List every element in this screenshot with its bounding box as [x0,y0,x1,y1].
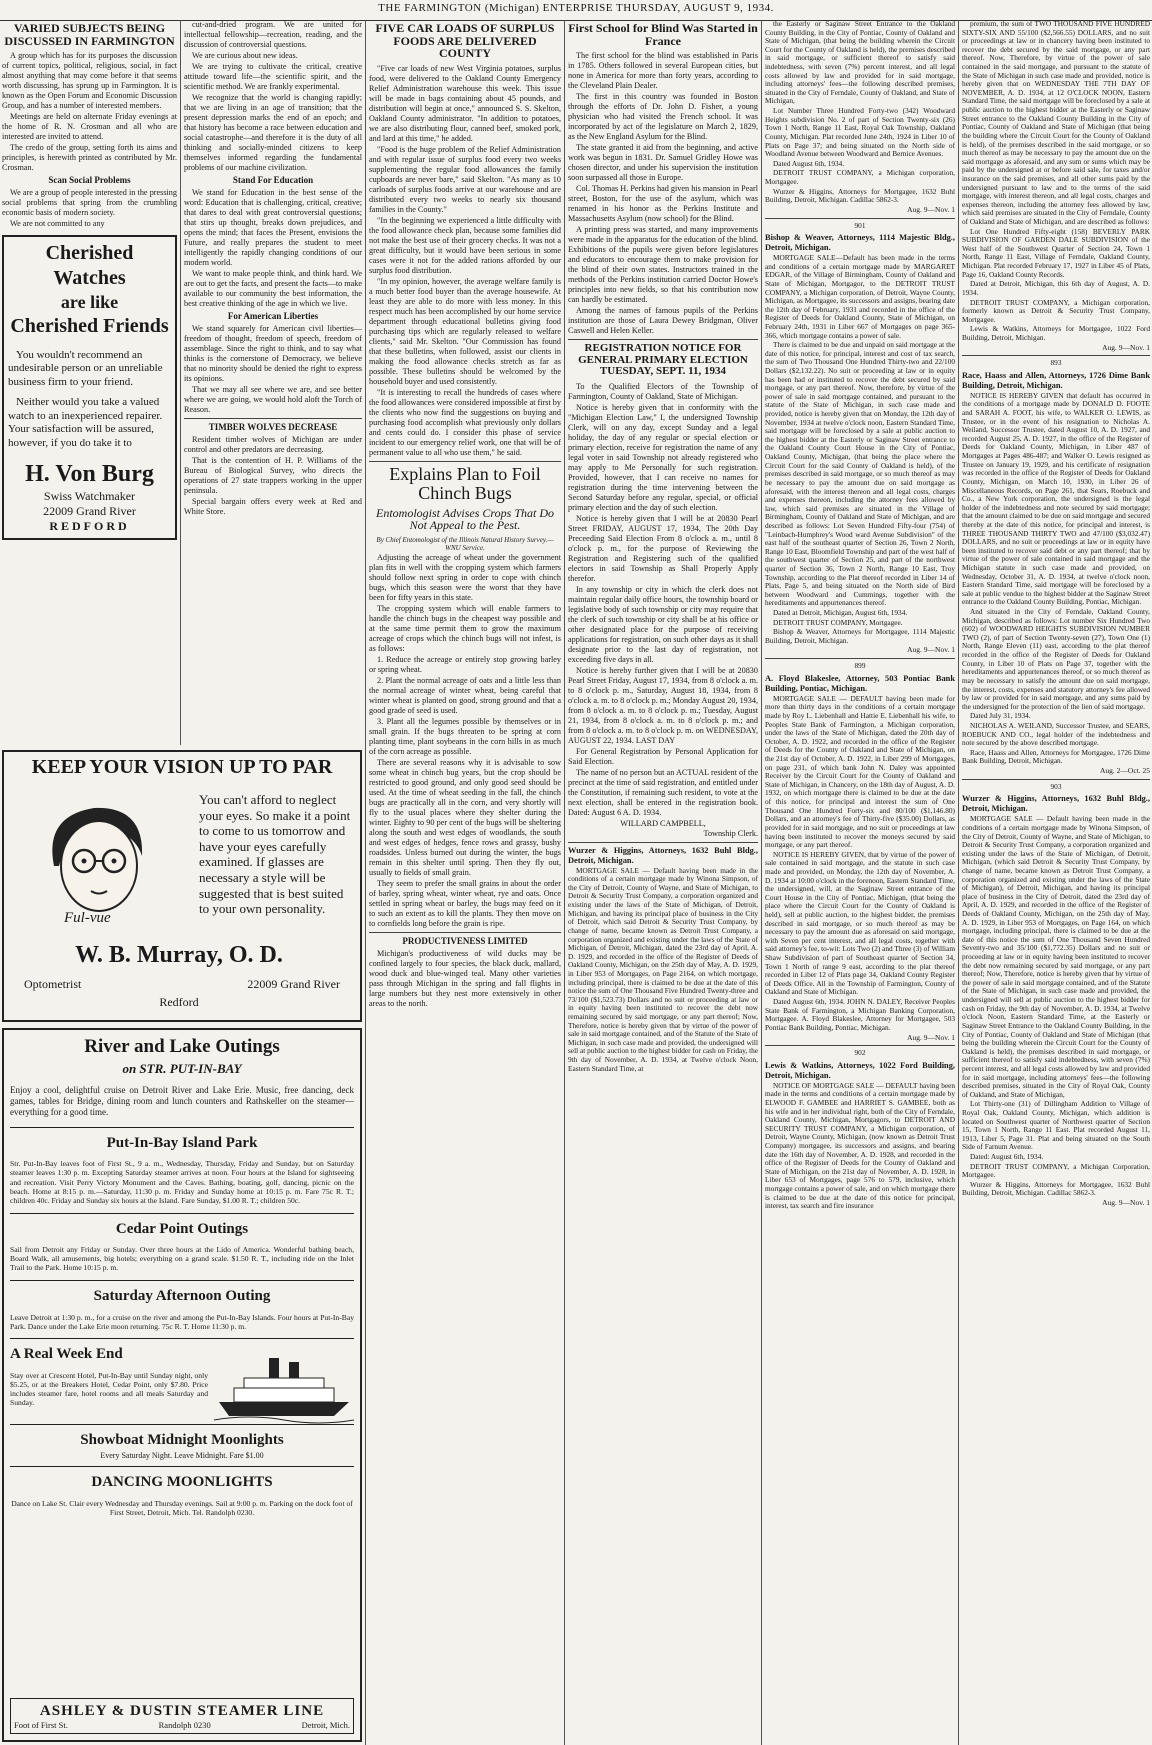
ad-body: Str. Put-In-Bay leaves foot of First St., 9 a. m., Wednesday, Thursday, Friday and Sunday, but on Saturday steamer leaves 1:30 p. m. Excepting Saturday steamer arrives at noon. Four hours at the Island for sightseeing and recreation. Visit Perry Victory Monument and the Caves. Bathing, boating, golf, dancing, picnic on the beach. Home at 8:15 p. m.—Saturday, 11:30 p. m. Friday and Sunday home at 10:15 p. m. Fare 75c R. T.; children 40c. Friday and Sunday six hours at the Island. Fare Sunday, $1.00 R. T.; children 50c. [10,1159,354,1205]
subhead: For American Liberties [227,310,319,321]
notice-paragraph: To the Qualified Electors of the Township of Farmington, County of Oakland, State of Michigan. [568,381,758,401]
legal-notice-body: DETROIT TRUST COMPANY, Mortgagee. [773,617,903,627]
subheadline: Entomologist Advises Crops That Do Not Appeal to the Pest. [375,505,554,533]
column-divider [564,20,565,1745]
publication-dates: Aug. 9—Nov. 1 [1102,1198,1150,1208]
divider [184,418,362,419]
byline: By Chief Entomologist of the Illinois Natural History Survey.—WNU Service. [376,535,554,553]
headline-school-for-blind: First School for Blind Was Started in France [568,21,758,48]
ad-body: Dance on Lake St. Clair every Wednesday and Thursday evenings. Sail at 9:00 p. m. Parking on the dock foot of First Street, Detroit, Mich. Tel. Randolph 0230. [11,1498,353,1517]
article-paragraph: They seem to prefer the small grains in about the order of barley, spring wheat, winter wheat, rye and oats. Once settled in spring wheat or barley, the bugs may feed on it to such an extent as to kill the plants. They then move on to cornfields long before the grain is ripe. [369,878,561,928]
ad-section-heading: Put-In-Bay Island Park [106,1134,258,1151]
article-paragraph: "In the beginning we experienced a little difficulty with the food allowance check plan, because some families did not make the best use of their grocery checks. It was not a great difficulty, but it would have been serious in some cases were it not for the added rations afforded by our surplus food distribution. [369,215,561,275]
subhead: TIMBER WOLVES DECREASE [208,421,338,432]
legal-notice-body: Race, Haass and Allen, Attorneys for Mortgagee, 1726 Dime Bank Building, Detroit, Michigan. [962,747,1150,766]
ad-city: Redford [159,995,199,1009]
legal-notice-body: Wurzer & Higgins, Attorneys for Mortgagee, 1632 Buhl Building, Detroit, Michigan. Cadillac 5862-3. [765,186,955,205]
column-6 [962,20,1150,1742]
article-paragraph: We stand for Education in the best sense of the word: Education that is challenging, critical, creative; that dares to deal with great controversial questions; that stirs up thought, breaks down prejudices, and opens the mind; that faces the Present, envisions the Future, and really prepares the student to meet intelligently the rapidly changing conditions of our modern world. [184,187,362,267]
ad-city: REDFORD [49,518,130,533]
article-paragraph: Meetings are held on alternate Friday evenings at the home of R. N. Crosman and all who are interested are invited to attend. [2,112,177,142]
headline-registration-notice: REGISTRATION NOTICE FOR GENERAL PRIMARY ELECTION TUESDAY, SEPT. 11, 1934 [578,342,748,378]
article-paragraph: There are several reasons why it is advisable to sow some wheat in chinch bug years, but the crop should be restricted to good ground, and only good seed should be used. At the time of wheat seeding in the fall, the chinch bugs are practically all in the corn, and very shortly will fly to the usual places where they shelter during the winter. Eighty to 90 per cent of the bugs will be sheltering along the south and west edges of woodlands, the south and west edges of hedges, fence rows and grassy, bushy roadsides. Unless burned out during the winter, the bugs remain in this shelter until spring. Then they fly out, usually to fields of small grain. [369,757,561,877]
legal-notice-body: Dated at Detroit, Michigan, this 6th day of August, A. D. 1934. [962,279,1150,297]
legal-notice-body: Dated at Detroit, Michigan, August 6th, 1934. [773,608,908,618]
subhead: Stand For Education [232,175,314,185]
masthead: THE FARMINGTON (Michigan) ENTERPRISE THURSDAY, AUGUST 9, 1934. [0,0,1152,21]
legal-notice-body: NICHOLAS A. WEILAND, Successor Trustee, and SEARS, ROEBUCK AND CO., legal holder of the indebtedness and note secured by the above described mortgage. [962,720,1150,748]
article-paragraph: cut-and-dried program. We are united for intellectual fellowship—recreation, reading, and the discussion of controversial questions. [184,20,362,49]
ad-section-heading: Saturday Afternoon Outing [93,1288,271,1305]
legal-notice-body: Dated: August 6th, 1934. [970,1152,1044,1162]
legal-notice-heading: Bishop & Weaver, Attorneys, 1114 Majestic Bldg., Detroit, Michigan. [765,233,955,253]
divider [765,1045,955,1046]
divider [369,932,561,933]
article-paragraph: Michigan's productiveness of wild ducks may be confined largely to four species, the black duck, mallard, wood duck and blue-winged teal. Many other varieties pass through Michigan in the spring and fall flights in large numbers but they nest more extensively in other areas to the north. [369,948,561,1008]
signature: WILLARD CAMPBELL, [620,818,706,828]
article-paragraph: We are not committed to any [10,219,105,229]
ad-headline: Cherished Watches [45,242,134,290]
brand-logo: Ful-vue [64,910,111,926]
divider [369,461,561,462]
article-paragraph: "In my opinion, however, the average welfare family is a much better food buyer than the average housewife. At least they are able to do more with less money. In this respect much has been accomplished by our home service department through educational bulletins giving food purchasing tips which are regularly released to welfare clients," said Mr. Skelton. "Our Commission has found that these bulletins, when followed, assist our clients in making the food allowance checks stretch as far as possible. These bulletins should be welcomed by the household buyer and used consistently. [369,276,561,386]
ad-address: 22009 Grand River [247,977,340,991]
article-paragraph: "It is interesting to recall the hundreds of cases where the food allowances were considered impossible at first by the clients who now find the suggestions on buying and purchasing food accomplish what previously only dollars and cents could do. I consider this phase of service incident to our emergency relief work, one that will be of permanent value to all who use them," he said. [369,387,561,457]
ad-address: Foot of First St. [14,1719,68,1730]
ad-business-name: W. B. Murray, O. D. [75,942,283,968]
notice-number: 902 [854,1048,866,1058]
legal-notice-body: Dated July 31, 1934. [970,711,1031,721]
notice-number: 903 [1050,781,1062,791]
headline-surplus-foods: FIVE CAR LOADS OF SURPLUS FOODS ARE DELIVERED COUNTY [375,21,555,61]
notice-paragraph: For General Registration by Personal Application for Said Election. [568,746,758,766]
ad-body: Sail from Detroit any Friday or Sunday. Over three hours at the Lido of America. Wonderful bathing beach, Board Walk, all amusements, big hotels; everything on a grand scale. $1.50 R. T., including ride on the Inlet Trail to the Park. Home 10:15 p. m. [10,1245,354,1273]
notice-paragraph: Notice is hereby further given that I will be at 20830 Pearl Street Friday, August 17, 1934, from 8 o'clock a. m. to 8 o'clock p. m., Saturday, August 18, 1934, from 8 o'clock a. m. to 8 o'clock p. m.; Monday August 20, 1934, from 8 o'clock a. m. to 8 o'clock p. m.; Tuesday, August 21, 1934, from 8 o'clock a. m. to 8 o'clock p. m.; and from 8 o'clock a. m. to 8 o'clock p. m. on WEDNESDAY, AUGUST 22, 1934. LAST DAY [568,665,758,745]
ad-section-heading: Showboat Midnight Moonlights [80,1432,284,1449]
subhead: PRODUCTIVENESS LIMITED [402,935,528,946]
legal-notice-body: the Easterly or Saginaw Street Entrance to the Oakland County Building, in the City of Pontiac, County of Oakland and State of Michigan, (that being the building wherein the Circuit Court for the County of Oakland is held), the premises described in said mortgage, or sufficient thereof to satisfy said indebtedness, with seven (7%) percent interest, and all legal costs allowed by law and provided for in said mortgage, including attorneys' fees—the following described premises, situated in the City of Ferndale, County of Oakland, and State of Michigan, [765,20,955,106]
divider [568,339,758,340]
legal-notice-body: MORTGAGE SALE—Default has been made in the terms and conditions of a certain mortgage made by MARGARET EDGAR, of the Village of Birmingham, County of Oakland and State of Michigan, Mortgagor, to the DETROIT TRUST COMPANY, a Michigan corporation, of Detroit, Wayne County, Michigan, as Mortgagee, its successors and assigns, bearing date the 12th day of February, 1931 and recorded in the office of the Register of Deeds for Oakland County, State of Michigan, on February 24th, 1931 in Liber 667 of Mortgages on page 365-366, which mortgage contains a power of sale. [765,253,955,340]
woman-with-glasses-illustration [24,796,174,916]
article-paragraph: We stand squarely for American civil liberties—freedom of thought, freedom of speech, freedom of assemblage. Since the right to think, and to say what thinks is the cornerstone of Democracy, we believe that no minority should be denied the right to express its opinions. [184,323,362,383]
article-paragraph: Resident timber wolves of Michigan are under control and other predators are decreasing. [184,434,362,454]
legal-notice-body: Lot Number Three Hundred Forty-two (342) Woodward Heights subdivision No. 2 of part of Section Twenty-six (26) Town 1 North, Range 11 East, Royal Oak Township, Oakland County, Michigan. Plat recorded June 24th, 1924 in Liber 10 of Plats on Page 37; and being situated on the North side of Woodland Avenue between Woodward and Bernice Avenues. [765,106,955,159]
article-paragraph: 2. Plant the normal acreage of oats and a little less than the normal acreage of winter wheat, being careful that winter wheat is planted on good, strong ground and that a good grade of seed is used. [369,675,561,715]
divider [10,1466,354,1467]
legal-notice-heading: Lewis & Watkins, Attorneys, 1022 Ford Building, Detroit, Michigan. [765,1060,955,1080]
publication-dates: Aug. 2—Oct. 25 [1100,766,1150,776]
column-divider [761,20,762,1745]
optometrist-ad [2,750,362,1022]
steamship-illustration [214,1344,354,1424]
ad-headline: River and Lake Outings [84,1036,280,1057]
ad-section-heading: DANCING MOONLIGHTS [91,1474,273,1491]
ad-city: Detroit, Mich. [301,1719,350,1730]
ad-body: You can't afford to neglect your eyes. So make it a point to come to us tomorrow and have your eyes carefully examined. If glasses are necessary a style will be suggested that is best suited to your own personality. [199,792,351,917]
column-divider [180,20,181,745]
article-paragraph: The credo of the group, setting forth its aims and principles, is herewith printed as contributed by Mr. Crosman. [2,143,177,173]
article-paragraph: A group which has for its purposes the discussion of current topics, political, religious, social, in fact almost anything that may come before it that seems worth discussing, has sprung up in Farmington. It is known as the Open Forum and Economic Discussion Group, and has a number of interested members. [2,51,177,111]
ad-headline: Cherished Friends [10,314,169,337]
divider [765,658,955,659]
article-paragraph: That is the contention of H. P. Williams of the Bureau of Biological Survey, who directs the operations of 27 state trappers working in the upper peninsula. [184,455,362,495]
headline-varied-subjects: VARIED SUBJECTS BEING DISCUSSED IN FARMINGTON [4,21,175,48]
article-paragraph: "Food is the huge problem of the Relief Administration and with regular issue of surplus food every two weeks supplementing the regular food allowances the family cupboards are never bare," said Skelton. "As many as 10 carloads of surplus foods arrive at our warehouse and are distributed every two weeks to nearly six thousand families in the County." [369,144,561,214]
divider [10,1127,354,1128]
article-paragraph: We are curious about new ideas. [192,51,298,60]
ad-title: Optometrist [24,977,82,991]
divider [568,842,758,843]
divider [10,1338,354,1339]
divider [962,355,1150,356]
article-paragraph: Special bargain offers every week at Red and White Store. [184,496,362,516]
ad-address: 22009 Grand River [43,503,136,518]
article-paragraph: That we may all see where we are, and see better where we are going, we would hold aloft the Torch of Reason. [184,384,362,414]
ad-body: Leave Detroit at 1:30 p. m., for a cruise on the river and among the Put-In-Bay Islands. Four hours at Put-In-Bay Park. Dance under the Lake Erie moon returning. 75c R. T. Home 11:30 p. m. [10,1312,354,1331]
column-4 [568,20,758,1742]
article-paragraph: We are a group of people interested in the pressing social problems that spring from the crumbling economic basis of modern society. [2,188,177,218]
ad-body: Enjoy a cool, delightful cruise on Detroit River and Lake Erie. Music, free dancing, deck games, tables for Bridge, dining room and lunch counters and Rathskeller on the steamer—everything for a good time. [10,1085,354,1117]
legal-notice-body: MORTGAGE SALE — Default having been made in the conditions of a certain mortgage made by Winona Simpson, of the City of Detroit, County of Wayne, and State of Michigan, to Detroit & Security Trust Company, a corporation organized and existing under the laws of the State of Michigan, of Detroit, Michigan, (which said Detroit & Security Trust Company, by change of name, became known as Detroit Trust Company, a corporation organized and existing under the laws of the State of Michigan), of Detroit, Michigan, and having its principal place of business in the City of Detroit, dated the 23rd day of April, A. D. 1929, and recorded in the office of the Register of Deeds of Oakland County, Michigan, on the 25th day of May, A. D. 1929, in Liber 953 of Mortgages, on Page 164, on which mortgage, including principal, there is claimed to be due at the date of this notice the sum of One Thousand Seven Hundred Seventy-two and 35/100 ($1,772.35) Dollars and no suit or proceeding at law or in equity having been instituted to recover the debt now remaining secured by said mortgage, or any part thereof; Now, Therefore, notice is hereby given that by virtue of the power of sale in said mortgage contained, and of the Statute of the State of Michigan, in such case made and provided, the undersigned will sell at public auction to the highest bidder for cash on Friday, the 9th day of November, A. D. 1934, at Twelve o'clock Noon, Eastern Standard Time, at the Easterly or Saginaw Street Entrance to the Oakland County Building, in the City of Pontiac, County of Oakland and State of Michigan (that being the building wherein the Circuit Court for the County of Oakland is held), the premises described in said mortgage, or sufficient thereof to satisfy said indebtedness, with seven (7%) percent interest, and all legal costs allowed by law and provided for in said mortgage, including attorneys' fees—the following described premises, situated in the City of Royal Oak, County of Oakland, and State of Michigan, [962,814,1150,1099]
legal-notice-body: NOTICE OF MORTGAGE SALE — DEFAULT having been made in the terms and conditions of a certain mortgage made by ELWOOD F. GAMBEE and HARRIET S. GAMBEE, both as his wife and in her individual right, both of the City of Ferndale, Oakland County, Michigan, Mortgagors, to DETROIT AND SECURITY TRUST COMPANY, a Michigan corporation, of Detroit, Wayne County, Michigan, (now known as Detroit Trust Company) mortgagee, its successors and assigns, and bearing date the 16th day of November, A. D. 1928, and recorded in the office of the Register of Deeds for the County of Oakland and State of Michigan, on the 21st day of November, A. D. 1928, in Liber 653 of Mortgages, page 576 to 579, inclusive, which mortgage contains a power of sale, and on which mortgage there is claimed to be due at the date of this notice for principal, interest, tax search and fire insurance [765,1080,955,1211]
signature-title: Township Clerk. [703,828,758,838]
legal-notice-body: premium, the sum of TWO THOUSAND FIVE HUNDRED SIXTY-SIX AND 55/100 ($2,566.55) DOLLARS, and no suit or proceedings at law or in chancery having been instituted to recover the debt secured by the said mortgage, or any part thereof. Now, Therefore, by virtue of the power of sale contained in the said mortgage, and pursuant to the statute of the State of Michigan in such case made and provided, notice is hereby given that on WEDNESDAY THE 7TH DAY OF NOVEMBER, A. D. 1934, at 12 O'CLOCK NOON, Eastern Standard Time, the said mortgage will be foreclosed by a sale at public auction to the highest bidder at the Easterly or Saginaw Street entrance to the Oakland County Building in the City of Pontiac, County of Oakland and State of Michigan (that being the building where the Circuit Court for the County of Oakland is held), of the premises described in the said mortgage, or so much thereof as may be necessary to pay the amount due on the said mortgage as aforesaid, and any sum or sums which may be paid by the undersigned at or before said sale, for taxes and/or insurance on the said premises, and all other sums paid by the undersigned pursuant to law and to the terms of the said mortgage, with interest thereon, and all legal costs, charges and expenses thereon, including the attorney fees allowed by law, which said premises are situated in the City of Ferndale, County of Oakland and State of Michigan, and are described as follows: [962,20,1150,227]
article-paragraph: The first school for the blind was established in Paris in 1785. Others followed in several European cities, but none in America for more than forty years, according to the Cleveland Plain Dealer. [568,51,758,91]
ad-section-heading: A Real Week End [10,1346,123,1363]
article-paragraph: We are trying to cultivate the critical, creative attitude toward life—the scientific spirit, and the scientific method. We are frankly experimental. [184,62,362,91]
legal-notice-body: NOTICE IS HEREBY GIVEN that default has occurred in the conditions of a mortgage made by DONALD D. FOOTE and SARAH A. FOOT, his wife, to WALKER O. LEWIS, as Trustee, or in the event of his resignation to Nicholas A. Weiland, Successor Trustee, dated August 10, A. D. 1927, and recorded August 25, A. D. 1927, in the office of the Register of Deeds for Oakland County, Michigan, in Liber 487 of Mortgages at Pages 486-487; and Walker O. Lewis resigned as Trustee on January 19, 1929, and his certificate of resignation was recorded in the office of the Register of Deeds for Oakland County, Michigan, on March 10, 1930, in Liber 26 of Miscellaneous Records, on Page 261, that Sears, Roebuck and Co., a New York corporation, the undersigned is the legal holder of the indebtedness and note secured by said mortgage; that the amount claimed to be due on said mortgage and secured thereby at the date of this notice, for principal and interest, is THREE THOUSAND THIRTY TWO and 47/100 ($3,032.47) DOLLARS, and no suit or proceedings at law or in equity have been instituted to recover said debt or any part thereof; that by virtue of the power of sale contained in said mortgage and the Michigan statute in such case made and provided, on Wednesday, October 31, A. D. 1934, at twelve o'clock noon, Eastern Standard Time, said mortgage will be foreclosed by a sale at public vendue to the highest bidder at the Saginaw Street entrance to the Oakland County Building, Pontiac, Michigan. [962,390,1150,607]
headline-chinch-bugs: Explains Plan to Foil Chinch Bugs [389,463,541,503]
ad-body: Stay over at Crescent Hotel, Put-In-Bay until Sunday night, only $5.25, or at the Breakers Hotel, Cedar Point, only $7.80. Price includes steamer fare, hotel rooms and all meals Saturday and Sunday. [10,1371,208,1408]
legal-notice-body: DETROIT TRUST COMPANY, a Michigan corporation, Mortgagee. [765,168,955,186]
notice-paragraph: Notice is hereby given that in conformity with the "Michigan Election Law," I, the undersigned Township Clerk, will on any day, except Sunday and a legal holiday, the day of any regular or special election or primary election, receive for registration the name of any legal voter in said Township not already registered who may apply to Me Personally for such registration. Provided, however, that I can receive no names for registration during the time intervening between the Second Saturday before any regular, special, or official primary election and the day of such election. [568,402,758,512]
legal-notice-body: Lot One Hundred Fifty-eight (158) BEVERLY PARK SUBDIVISION OF GARDEN DALE SUBDIVISION of the West half of the Southwest Quarter of Section 24, Town 1 North, Range 11 East, Village of Ferndale, Oakland County, Michigan. Plat recorded February 17, 1927 in Liber 45 of Plats, Page 16, Oakland County Records. [962,226,1150,279]
ad-section-heading: Cedar Point Outings [115,1220,249,1237]
legal-notice-heading: Wurzer & Higgins, Attorneys, 1632 Buhl Bldg., Detroit, Michigan. [962,794,1150,814]
legal-notice-body: Bishop & Weaver, Attorneys for Mortgagee, 1114 Majestic Building, Detroit, Michigan. [765,627,955,645]
legal-notice-heading: Race, Haass and Allen, Attorneys, 1726 Dime Bank Building, Detroit, Michigan. [962,371,1150,390]
notice-paragraph: Notice is hereby given that I will be at 20830 Pearl Street FRIDAY, AUGUST 17, 1934, The 20th Day Preceeding Said Election From 8 o'clock a. m., until 8 o'clock p. m., for the purpose of Reviewing the Registration and Registering such of the qualified electors in said Township as Shall Properly Apply therefor. [568,513,758,583]
article-paragraph: Adjusting the acreage of wheat under the government plan fits in well with the cropping system which farmers should follow next spring in order to cope with chinch bugs, which this season were the worst that they have been for fifty years in this state. [369,552,561,602]
divider [10,1280,354,1281]
ad-footer [10,1698,354,1734]
column-divider [365,20,366,1745]
article-paragraph: 3. Plant all the legumes possible by themselves or in small grain. If the bugs threaten to be spring at corn planting time, plant soybeans in the corn hills in as much of the corn acreage as possible. [369,716,561,756]
ad-subheadline: on STR. PUT-IN-BAY [122,1060,242,1076]
legal-notice-body: Lot Thirty-one (31) of Dillingham Addition to Village of Royal Oak, Oakland County, Michigan, which addition is located on Southwest quarter of Northwest quarter of Section 15, Town 1 North, Range 11 East. Plat recorded August 11, 1913, Liber 5, Page 31. Plat and being situated on the South Side of Farnum Avenue. [962,1099,1150,1152]
ad-business-name: ASHLEY & DUSTIN STEAMER LINE [39,1702,325,1719]
article-paragraph: 1. Reduce the acreage or entirely stop growing barley or spring wheat. [369,654,561,674]
column-2 [184,20,362,745]
ad-body: Neither would you take a valued watch to an inexperienced repairer. Your satisfaction will be assured, however, if you do take it to [8,395,163,450]
column-5 [765,20,955,1742]
article-paragraph: "Five car loads of new West Virginia potatoes, surplus food, were delivered to the Oakland County Emergency Relief Administration warehouse this week. This issue will be made in bags containing about 45 pounds, and distribution will begin at once," announced S. S. Skelton, Oakland County administrator. "In addition to potatoes, we are also distributing flour, canned beef, smoked pork, and lard at this time," he added. [369,63,561,143]
article-paragraph: The first in this country was founded in Boston through the efforts of Dr. John D. Fisher, a young physician who had visited the French school. It was incorporated by act of the legislature on March 2, 1829, as the New England Asylum for the Blind. [568,92,758,142]
legal-notice-body: There is claimed to be due and unpaid on said mortgage at the date of this notice, for principal, interest and cost of tax search, the sum of Two Thousand One Hundred Thirty-two and 22/100 Dollars ($2,132.22). No suit or proceeding at law or in equity has been had or instituted to recover the debt secured by said mortgage, or any part thereof. Now, therefore, by virtue of the power of sale in said mortgage contained, and pursuant to the statute of the State of Michigan, in such case made and provided, notice is hereby given that on Monday, the 12th day of November, 1934 at twelve o'clock noon, Eastern Standard Time, said mortgage will be foreclosed by a sale at public auction to the highest bidder at the Easterly or Saginaw Street entrance to the Oakland County Court House in the City of Pontiac, Oakland County, Michigan, (that being the place where the Circuit Court for the said County of Oakland is held), of the premises described in said mortgage, or so much thereof as may be necessary to pay the amount due on said mortgage as aforesaid, with the interest thereon and all legal costs, charges and expenses thereon, including the attorney fees allowed by law, which said premises are situated in the Village of Birmingham, County of Oakland and State of Michigan, and are described as follows: Lot Seven Hundred Fifty-four (754) of "Leinbach-Humphrey's Wood ward Avenue Subdivision" of the east half of the southeast quarter of Section 26, Town 2 North, Range 10 East, Bloomfield Township and part of the west half of the southwest quarter of Section 25, and part of the northwest quarter of Section 36, Town 2 North, Range 10 East, Troy Township, according to the Plat thereof recorded in Liber 14 of Plats, Page 5, and being situated on the North side of Bird between Woodward and Cummings, together with the hereditaments and appurtenances thereof. [765,340,955,608]
legal-notice-body: DETROIT TRUST COMPANY, a Michigan corporation, formerly known as Detroit & Security Trust Company, Mortgagee. [962,297,1150,324]
divider [765,218,955,219]
notice-number: 899 [854,661,866,671]
article-paragraph: We recognize that the world is changing rapidly; that we are living in an age of transition; that the present depression marks the end of an epoch; and that history has become a race between education and social catastrophe—and therefore it is the duty of all thinking and socially-minded citizens to keep themselves informed regarding the fundamental problems of our machine civilization. [184,93,362,172]
column-3 [369,20,561,1742]
divider [10,1213,354,1214]
steamer-line-ad [2,1028,362,1742]
notice-paragraph: The name of no person but an ACTUAL resident of the precinct at the time of said registration, and entitled under the Constitution, if remaining such resident, to vote at the next election, shall be entered in the registration book. Dated: August 6 A. D. 1934. [568,767,758,817]
ad-title: Swiss Watchmaker [43,488,136,503]
watchmaker-ad [2,235,177,540]
ad-body: You wouldn't recommend an undesirable person or an unreliable business firm to your friend. [8,348,163,389]
legal-notice-body: DETROIT TRUST COMPANY, a Michigan Corporation, Mortgagee. [962,1161,1150,1180]
ad-body: Every Saturday Night. Leave Midnight. Fare $1.00 [100,1451,264,1461]
publication-dates: Aug. 9—Nov. 1 [1102,342,1150,352]
legal-notice-heading: Wurzer & Higgins, Attorneys, 1632 Buhl Bldg., Detroit, Michigan. [568,845,758,865]
article-paragraph: Col. Thomas H. Perkins had given his mansion in Pearl street, Boston, for the use of the asylum, which was renamed in his honor as the Perkins Institute and Massachusetts Asylum (now school) for the Blind. [568,184,758,224]
notice-paragraph: In any township or city in which the clerk does not maintain regular daily office hours, the township board or legislative body of such township or city may require that the clerk of such township or city shall be at his office or other designated place for the purpose of receiving applications for registration, on such other days as it shall designate prior to the last day of registration, not exceeding five days in all. [568,584,758,664]
legal-notice-body: NOTICE IS HEREBY GIVEN, that by virtue of the power of sale contained in said mortgage, and the statute in such case made and provided, on Monday, the 12th day of November, A. D. 1934 at 10:00 o'clock in the forenoon, Eastern Standard Time, the undersigned, will, at the Saginaw Street entrance of the Court House in the City of Pontiac, Michigan, (that being the place where the Circuit Court for the County of Oakland is held), sell at public auction, to the highest bidder, the premises described in said mortgage, or so much thereof as may be necessary to pay the amount due as aforesaid on said mortgage, with Seven per cent interest, and all legal costs, together with said attorney's fee, to-wit: Lots Two (2) and Three (3) of William Shaw Subdivision of part of Southeast quarter of Section 34, Town 1 North of range 9 east, according to the plat thereof recorded in Liber 12 of Plats page 34, Oakland County Register of Deeds Office. All in the Township of Farmington, County of Oakland and State of Michigan. [765,849,955,997]
legal-notice-body: And situated in the City of Ferndale, Oakland County, Michigan, described as follows: Lot number Six Hundred Two (602) of WOODWARD HEIGHTS SUBDIVISION NUMBER TWO (2), of part of Section Twenty-seven (27), Town One (1) North, Range Eleven (11) east, according to the plat thereof recorded in the office of the Register of Deeds for Oakland County, in Liber 10 of Plats on Page 37, together with the hereditaments and appurtenances thereof, or so much thereof as may be necessary to satisfy the amount due on said mortgage, the interest, costs, expenses and statutory attorney's fee allowed by law or provided for in said mortgage, and any sums paid by the undersigned for the protection of the lien of said mortgage. [962,607,1150,711]
subhead: Scan Social Problems [48,175,131,186]
legal-notice-heading: A. Floyd Blakeslee, Attorney, 503 Pontiac Bank Building, Pontiac, Michigan. [765,673,955,693]
notice-number: 901 [854,220,866,230]
legal-notice-body: Dated August 6th, 1934. JOHN N. DALEY, Receiver Peoples State Bank of Farmington, a Michigan Banking Corporation, Mortgagee. A. Floyd Blakeslee, Attorney for Mortgagee, 503 Pontiac Bank Building, Pontiac, Michigan. [765,997,955,1032]
publication-dates: Aug. 9—Nov. 1 [907,645,955,655]
legal-notice-body: Lewis & Watkins, Attorneys for Mortgagee, 1022 Ford Building, Detroit, Michigan. [962,324,1150,342]
column-1 [2,20,177,745]
ad-business-name: H. Von Burg [25,460,154,487]
article-paragraph: Among the names of famous pupils of the Perkins institution are those of Laura Dewey Bridgman, Oliver Caswell and Helen Keller. [568,306,758,336]
divider [962,779,1150,780]
publication-dates: Aug. 9—Nov. 1 [907,204,955,214]
ad-headline: KEEP YOUR VISION UP TO PAR [31,756,333,778]
ad-phone: Randolph 0230 [158,1719,211,1730]
publication-dates: Aug. 9—Nov. 1 [907,1032,955,1042]
notice-number: 893 [1050,358,1062,368]
ad-headline: are like [60,292,119,313]
legal-notice-body: Wurzer & Higgins, Attorneys for Mortgagee, 1632 Buhl Building, Detroit, Michigan. Cadillac 5862-3. [962,1179,1150,1198]
column-divider [958,20,959,1745]
article-paragraph: A printing press was started, and many improvements were made in the apparatus for the education of the blind. Exhibitions of the pupils were given before legislatures and educators to encourage them to make provision for the blind of their own states. Instructors trained in the methods of the Perkins institution carried Doctor Howe's principles into new fields, so that his contribution now can hardly be estimated. [568,225,758,305]
legal-notice-body: Dated August 6th, 1934. [773,158,845,168]
article-paragraph: The state granted it aid from the beginning, and active work was begun in 1831. Dr. Samuel Gridley Howe was chosen director, and under his supervision the institution soon surpassed all those in Europe. [568,143,758,183]
legal-notice-body: MORTGAGE SALE — Default having been made in the conditions of a certain mortgage made by Winona Simpson, of the City of Detroit, County of Wayne, and State of Michigan, to Detroit & Security Trust Company, a corporation organized and existing under the laws of the State of Michigan, of Detroit, Michigan, and having its principal place of business in the City of Detroit, which said Detroit & Security Trust Company, by change of name, became known as Detroit Trust Company, a corporation organized and existing under the laws of the State of Michigan, of Detroit, Michigan, dated the 23rd day of April, A. D. 1929, and recorded in the office of the Register of Deeds of Oakland County, Michigan, on the 25th day of May, A. D. 1929, in Liber 953 of Mortgages, on Page 2164, on which mortgage, including principal, there is claimed to be due at the date of this notice the sum of One Thousand Five Hundred Twenty-three and 73/100 ($1,523.73) Dollars and no suit or proceeding at law or in equity having been instituted to recover the debt now remaining secured by said mortgage, or any part thereof; Now, Therefore, notice is hereby given that by virtue of the power of sale in said mortgage contained, and of the Statute of the State of Michigan, in such case made and provided, the undersigned will sell at public auction to the highest bidder for cash on Friday, the 9th day of November, A. D. 1934, at Twelve o'clock Noon, Eastern Standard Time, at [568,865,758,1073]
article-paragraph: The cropping system which will enable farmers to handle the chinch bugs in the cheapest way possible and at the same time permit them to grow the maximum acreage of crops which the chinch bugs will not infest, is as follows: [369,603,561,653]
article-paragraph: We want to make people think, and think hard. We are out to get the facts, and present the facts—to make available to our community the best information, the best creative thinking of the age in which we live. [184,268,362,308]
divider [10,1424,354,1425]
legal-notice-body: MORTGAGE SALE — DEFAULT having been made for more than thirty days in the conditions of a certain mortgage made by Roy L. Liebenhall and Hattie E. Liebenhall his wife, to Peoples State Bank of Farmington, a Michigan corporation, under the laws of the State of Michigan, dated the 20th day of October, A. D. 1922, and recorded in the office of the Register of Deeds for the County of Oakland and State of Michigan, on the 21st day of October, A. D. 1922, in Liber 299 of Mortgages, on page 231, of which bank John N. Daley was appointed Receiver by the Circuit Court for the County of Oakland and State of Michigan, in Chancery, on the 18th day of August, A. D. 1932, on which mortgage there is claimed to be due at the date of this notice, for principal and interest the sum of One Thousand One Hundred Forty-six and 80/100 ($1,146.80) Dollars, and an attorney's fee of Thirty-five ($35.00) Dollars, as provided for in said mortgage, and no suit or proceedings at law having been instituted to recover the moneys secured by said mortgage, or any part thereof. [765,693,955,850]
